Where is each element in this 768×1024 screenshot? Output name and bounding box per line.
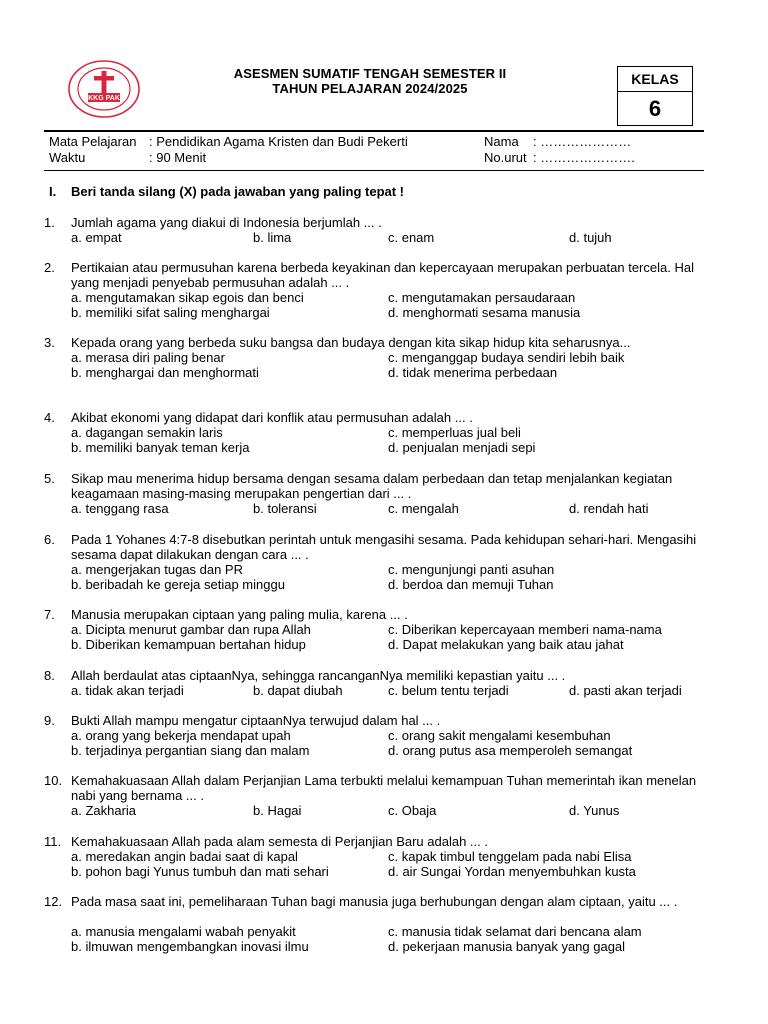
answer-option[interactable]: c. kapak timbul tenggelam pada nabi Elisa [388,849,632,864]
answer-option[interactable]: d. pasti akan terjadi [569,683,682,698]
academic-year: TAHUN PELAJARAN 2024/2025 [272,81,468,96]
question-number: 2. [44,260,55,275]
answer-option[interactable]: a. tidak akan terjadi [71,683,184,698]
answer-option[interactable]: b. menghargai dan menghormati [71,365,259,380]
question-number: 7. [44,607,55,622]
answer-option[interactable]: d. pekerjaan manusia banyak yang gagal [388,939,626,954]
section-instruction [49,184,404,199]
question-text: Sikap mau menerima hidup bersama dengan sesama dalam perbedaan dan tetap menjalankan kegiatan keagamaan masing-masing merupakan pengertian dari ... . [71,471,673,501]
answer-option[interactable]: a. orang yang bekerja mendapat upah [71,728,291,743]
answer-option[interactable]: c. Obaja [388,803,437,818]
question-number: 12. [44,894,63,909]
subject-label: Mata Pelajaran [49,134,137,149]
question-text: Kepada orang yang berbeda suku bangsa dan budaya dengan kita sikap hidup kita seharusnya... [71,335,631,350]
answer-option[interactable]: b. toleransi [253,501,317,516]
question-number: 9. [44,713,55,728]
time-label: Waktu [49,150,86,165]
question-number: 6. [44,532,55,547]
question-text: Bukti Allah mampu mengatur ciptaanNya terwujud dalam hal ... . [71,713,441,728]
kkg-pak-logo [68,60,140,118]
answer-option[interactable]: b. ilmuwan mengembangkan inovasi ilmu [71,939,309,954]
answer-option[interactable]: c. menganggap budaya sendiri lebih baik [388,350,625,365]
question-number: 3. [44,335,55,350]
answer-option[interactable]: d. penjualan menjadi sepi [388,440,536,455]
question-number: 10. [44,773,63,788]
time-value: : 90 Menit [149,150,207,165]
answer-option[interactable]: c. mengalah [388,501,459,516]
answer-option[interactable]: c. manusia tidak selamat dari bencana alam [388,924,642,939]
answer-option[interactable]: b. memiliki banyak teman kerja [71,440,250,455]
answer-option[interactable]: b. beribadah ke gereja setiap minggu [71,577,285,592]
question-text: Kemahakuasaan Allah pada alam semesta di Perjanjian Baru adalah ... . [71,834,488,849]
answer-option[interactable]: c. memperluas jual beli [388,425,521,440]
answer-option[interactable]: b. dapat diubah [253,683,343,698]
answer-option[interactable]: a. mengutamakan sikap egois dan benci [71,290,304,305]
answer-option[interactable]: d. Dapat melakukan yang baik atau jahat [388,637,624,652]
question-text: Pada masa saat ini, pemeliharaan Tuhan bagi manusia juga berhubungan dengan alam ciptaan, yaitu ... . [71,894,678,909]
name-field[interactable]: : ………………… [533,134,632,149]
question-text: Manusia merupakan ciptaan yang paling mulia, karena ... . [71,607,408,622]
answer-option[interactable]: d. tidak menerima perbedaan [388,365,558,380]
answer-option[interactable]: c. enam [388,230,435,245]
kelas-label: KELAS [618,67,692,92]
question-text: Pertikaian atau permusuhan karena berbeda keyakinan dan kepercayaan merupakan perbuatan tercela. Hal yang menjadi penyebab permusuhan adalah ... . [71,260,694,290]
answer-option[interactable]: c. mengunjungi panti asuhan [388,562,555,577]
answer-option[interactable]: a. merasa diri paling benar [71,350,225,365]
answer-option[interactable]: d. Yunus [569,803,620,818]
answer-option[interactable]: a. meredakan angin badai saat di kapal [71,849,298,864]
question-number: 4. [44,410,55,425]
header-divider [44,130,704,132]
question-number: 11. [44,834,62,849]
answer-option[interactable]: d. orang putus asa memperoleh semangat [388,743,633,758]
answer-option[interactable]: a. Zakharia [71,803,137,818]
question-number: 8. [44,668,55,683]
answer-option[interactable]: c. belum tentu terjadi [388,683,509,698]
question-text: Allah berdaulat atas ciptaanNya, sehingga rancanganNya memiliki kepastian yaitu ... . [71,668,566,683]
instruction-text: Beri tanda silang (X) pada jawaban yang paling tepat ! [71,184,405,199]
answer-option[interactable]: c. Diberikan kepercayaan memberi nama-nama [388,622,662,637]
kelas-value: 6 [648,96,662,121]
answer-option[interactable]: c. orang sakit mengalami kesembuhan [388,728,611,743]
answer-option[interactable]: a. tenggang rasa [71,501,169,516]
question-text: Pada 1 Yohanes 4:7-8 disebutkan perintah untuk mengasihi sesama. Pada kehidupan sehari-hari. Mengasihi sesama dapat dilakukan dengan cara ... . [71,532,697,562]
exam-title: ASESMEN SUMATIF TENGAH SEMESTER II [233,66,507,81]
logo-text: KKG PAK [88,95,120,102]
answer-option[interactable]: b. pohon bagi Yunus tumbuh dan mati sehari [71,864,329,879]
answer-option[interactable]: d. tujuh [569,230,612,245]
answer-option[interactable]: c. mengutamakan persaudaraan [388,290,576,305]
name-label: Nama [484,134,519,149]
nourut-label: No.urut [484,150,527,165]
answer-option[interactable]: d. menghormati sesama manusia [388,305,581,320]
answer-option[interactable]: a. Dicipta menurut gambar dan rupa Allah [71,622,311,637]
answer-option[interactable]: a. dagangan semakin laris [71,425,223,440]
answer-option[interactable]: b. Hagai [253,803,302,818]
question-text: Akibat ekonomi yang didapat dari konflik atau permusuhan adalah ... . [71,410,473,425]
answer-option[interactable]: b. memiliki sifat saling menghargai [71,305,270,320]
svg-text:· · · · · · · · · · ·: · · · · · · · · · · · [91,65,117,70]
answer-option[interactable]: d. rendah hati [569,501,649,516]
answer-option[interactable]: a. mengerjakan tugas dan PR [71,562,243,577]
answer-option[interactable]: b. terjadinya pergantian siang dan malam [71,743,310,758]
info-divider [44,170,704,171]
subject-value: : Pendidikan Agama Kristen dan Budi Pekerti [149,134,408,149]
kelas-box [617,66,693,126]
answer-option[interactable]: a. empat [71,230,122,245]
answer-option[interactable]: d. berdoa dan memuji Tuhan [388,577,554,592]
answer-option[interactable]: d. air Sungai Yordan menyembuhkan kusta [388,864,636,879]
nourut-field[interactable]: : …………………. [533,150,635,165]
answer-option[interactable]: b. Diberikan kemampuan bertahan hidup [71,637,306,652]
section-number: I. [49,184,57,199]
answer-option[interactable]: a. manusia mengalami wabah penyakit [71,924,296,939]
question-text: Jumlah agama yang diakui di Indonesia berjumlah ... . [71,215,382,230]
question-number: 1. [44,215,55,230]
question-number: 5. [44,471,55,486]
answer-option[interactable]: b. lima [253,230,292,245]
question-text: Kemahakuasaan Allah dalam Perjanjian Lama terbukti melalui kemampuan Tuhan memerintah ikan menelan nabi yang bernama ... . [71,773,697,803]
